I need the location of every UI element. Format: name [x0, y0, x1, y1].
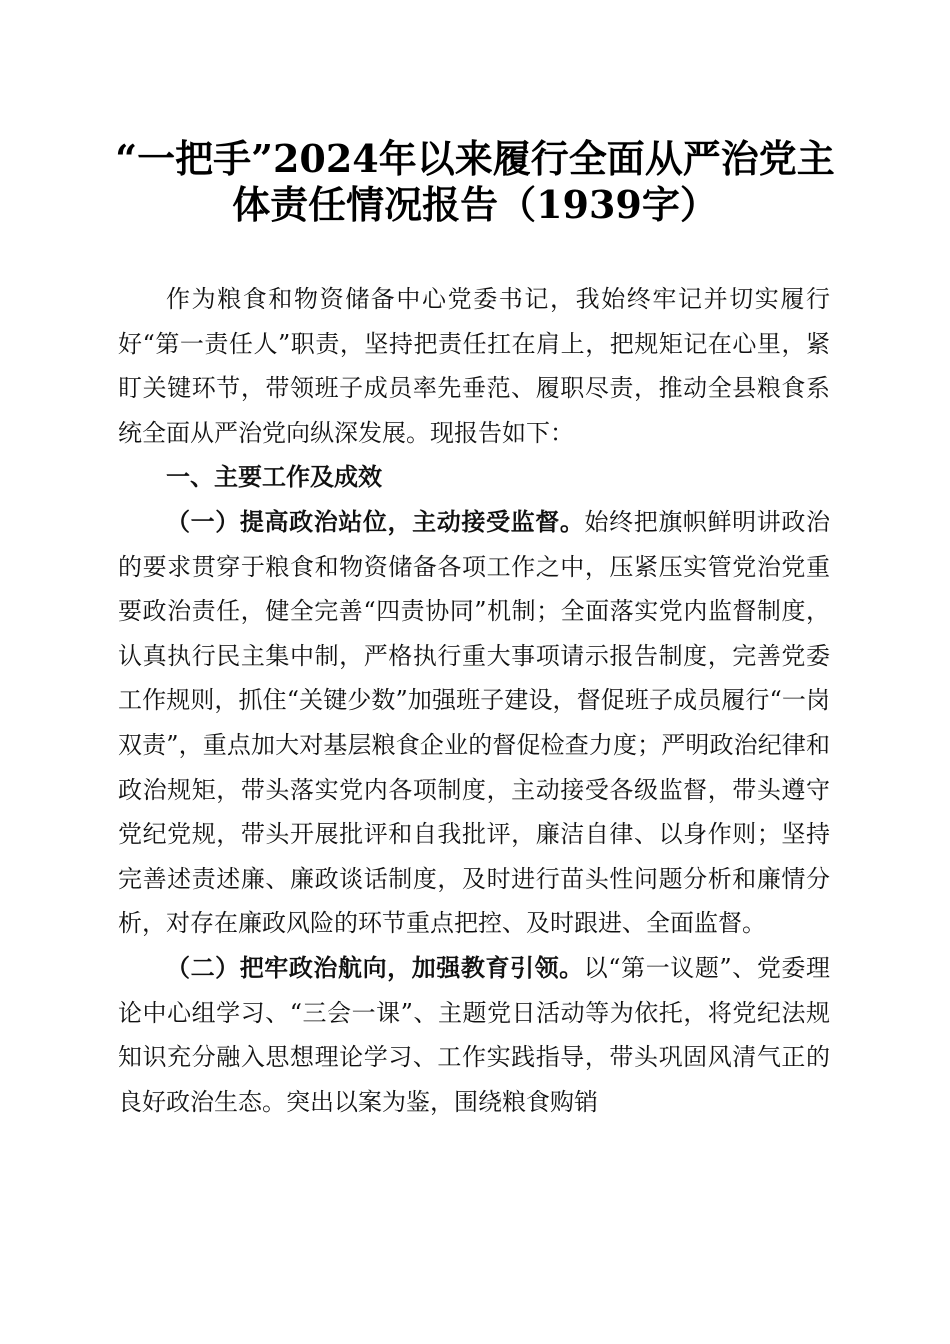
title-line-2: 体责任情况报告（1939字）: [232, 182, 718, 227]
title-line-1: “一把手”2024年以来履行全面从严治党主: [115, 136, 835, 181]
item-2-body: 以“第一议题”、党委理论中心组学习、“三会一课”、主题党日活动等为依托，将党纪法规知识充分融入思想理论学习、工作实践指导，带头巩固风清气正的良好政治生态。突出以案为鉴，围绕粮食购销: [118, 953, 830, 1116]
paragraph-item-1: [118, 500, 830, 946]
intro-paragraph: 作为粮食和物资储备中心党委书记，我始终牢记并切实履行好“第一责任人”职责，坚持把责任扛在肩上，把规矩记在心里，紧盯关键环节，带领班子成员率先垂范、履职尽责，推动全县粮食系统全面从严治党向纵深发展。现报告如下：: [118, 285, 830, 447]
paragraph-item-2: [118, 946, 830, 1124]
document-title: [100, 136, 850, 228]
section-heading-1: 一、主要工作及成效: [166, 463, 382, 492]
item-1-heading: （一）提高政治站位，主动接受监督。: [166, 506, 585, 536]
item-1-body: 始终把旗帜鲜明讲政治的要求贯穿于粮食和物资储备各项工作之中，压紧压实管党治党重要政治责任，健全完善“四责协同”机制；全面落实党内监督制度，认真执行民主集中制，严格执行重大事项请示报告制度，完善党委工作规则，抓住“关键少数”加强班子建设，督促班子成员履行“一岗双责”，重点加大对基层粮食企业的督促检查力度；严明政治纪律和政治规矩，带头落实党内各项制度，主动接受各级监督，带头遵守党纪党规，带头开展批评和自我批评，廉洁自律、以身作则；坚持完善述责述廉、廉政谈话制度，及时进行苗头性问题分析和廉情分析，对存在廉政风险的环节重点把控、及时跟进、全面监督。: [118, 507, 831, 938]
item-2-heading: （二）把牢政治航向，加强教育引领。: [166, 952, 584, 982]
document-body: [118, 277, 830, 1124]
